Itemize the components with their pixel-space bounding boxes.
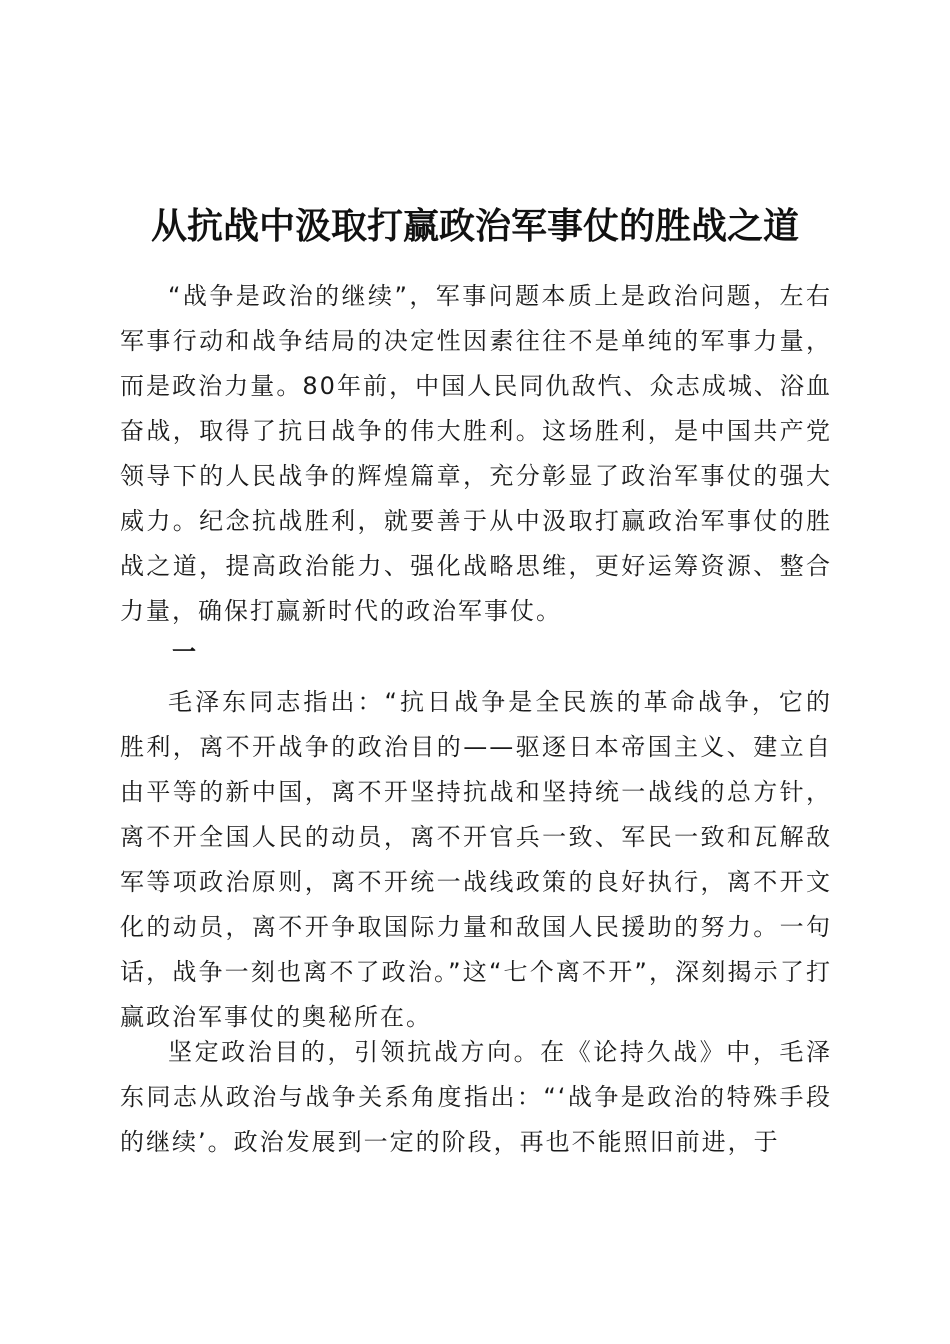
body-paragraph: 毛泽东同志指出：“抗日战争是全民族的革命战争，它的胜利，离不开战争的政治目的——驱逐日本帝国主义、建立自由平等的新中国，离不开坚持抗战和坚持统一战线的总方针，离不开全国人民的动员，离不开官兵一致、军民一致和瓦解敌军等项政治原则，离不开统一战线政策的良好执行，离不开文化的动员，离不开争取国际力量和敌国人民援助的努力。一句话，战争一刻也离不了政治。”这“七个离不开”，深刻揭示了打赢政治军事仗的奥秘所在。 (120, 688, 832, 1031)
body-paragraph: 坚定政治目的，引领抗战方向。在《论持久战》中，毛泽东同志从政治与战争关系角度指出：“‘战争是政治的特殊手段的继续’。政治发展到一定的阶段，再也不能照旧前进，于 (120, 1038, 832, 1156)
intro-paragraph: “战争是政治的继续”，军事问题本质上是政治问题，左右军事行动和战争结局的决定性因素往往不是单纯的军事力量，而是政治力量。80年前，中国人民同仇敌忾、众志成城、浴血奋战，取得了抗日战争的伟大胜利。这场胜利，是中国共产党领导下的人民战争的辉煌篇章，充分彰显了政治军事仗的强大威力。纪念抗战胜利，就要善于从中汲取打赢政治军事仗的胜战之道，提高政治能力、强化战略思维，更好运筹资源、整合力量，确保打赢新时代的政治军事仗。 (120, 282, 832, 625)
section-number: 一 (172, 638, 196, 666)
document-title: 从抗战中汲取打赢政治军事仗的胜战之道 (150, 205, 799, 248)
